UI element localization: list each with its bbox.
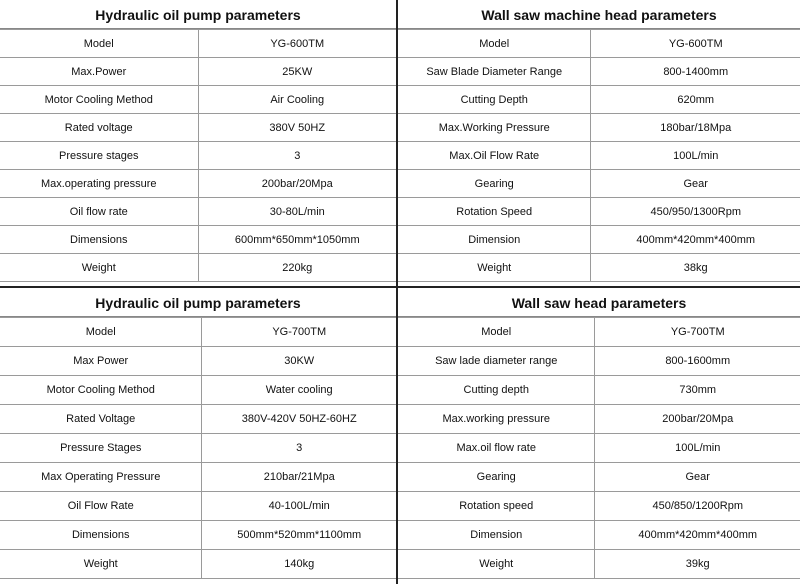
param-value-cell: 380V-420V 50HZ-60HZ [202, 405, 396, 434]
param-name-cell: Pressure stages [0, 142, 198, 170]
spec-rows [398, 30, 800, 282]
param-name-cell: Weight [398, 550, 595, 579]
table-row [0, 226, 396, 254]
param-value-cell: 140kg [202, 550, 396, 579]
table-row [0, 58, 396, 86]
vertical-divider [396, 0, 398, 584]
param-value-cell: 200bar/20Mpa [595, 405, 800, 434]
param-value-cell: 450/950/1300Rpm [591, 198, 800, 226]
param-value-cell: 38kg [591, 254, 800, 282]
table-row [398, 170, 800, 198]
param-name-cell: Pressure Stages [0, 434, 202, 463]
table-row [398, 521, 800, 550]
table-row [0, 347, 396, 376]
table-row [398, 30, 800, 58]
param-value-cell: 400mm*420mm*400mm [595, 521, 800, 550]
table-row [398, 347, 800, 376]
table-row [0, 254, 396, 282]
table-row [398, 405, 800, 434]
param-name-cell: Saw lade diameter range [398, 347, 595, 376]
table-row [0, 463, 396, 492]
table-row [398, 434, 800, 463]
param-name-cell: Model [398, 30, 591, 58]
param-name-cell: Weight [398, 254, 591, 282]
param-name-cell: Max.Oil Flow Rate [398, 142, 591, 170]
panel-title: Wall saw head parameters [398, 288, 800, 317]
param-value-cell: 40-100L/min [202, 492, 396, 521]
param-name-cell: Dimensions [0, 521, 202, 550]
param-value-cell: 30-80L/min [198, 198, 396, 226]
param-name-cell: Rated Voltage [0, 405, 202, 434]
param-name-cell: Rotation speed [398, 492, 595, 521]
spec-table [0, 317, 396, 579]
param-value-cell: 3 [198, 142, 396, 170]
param-value-cell: 800-1600mm [595, 347, 800, 376]
table-row [0, 405, 396, 434]
table-row [0, 30, 396, 58]
horizontal-divider [0, 286, 800, 288]
table-row [398, 58, 800, 86]
param-value-cell: YG-700TM [202, 318, 396, 347]
table-row [0, 521, 396, 550]
param-value-cell: 450/850/1200Rpm [595, 492, 800, 521]
spec-rows [0, 318, 396, 579]
table-row [0, 86, 396, 114]
param-name-cell: Motor Cooling Method [0, 86, 198, 114]
param-name-cell: Model [0, 318, 202, 347]
param-name-cell: Max.Power [0, 58, 198, 86]
panel-title: Hydraulic oil pump parameters [0, 288, 396, 317]
param-value-cell: Gear [591, 170, 800, 198]
table-row [398, 142, 800, 170]
table-row [0, 170, 396, 198]
table-row [398, 463, 800, 492]
param-name-cell: Cutting Depth [398, 86, 591, 114]
spec-rows [0, 30, 396, 282]
param-value-cell: 100L/min [595, 434, 800, 463]
param-name-cell: Rotation Speed [398, 198, 591, 226]
param-value-cell: YG-600TM [198, 30, 396, 58]
param-value-cell: 800-1400mm [591, 58, 800, 86]
param-value-cell: 730mm [595, 376, 800, 405]
param-value-cell: YG-700TM [595, 318, 800, 347]
param-name-cell: Model [398, 318, 595, 347]
param-value-cell: 600mm*650mm*1050mm [198, 226, 396, 254]
param-value-cell: 220kg [198, 254, 396, 282]
spec-rows [398, 318, 800, 579]
param-name-cell: Oil Flow Rate [0, 492, 202, 521]
param-value-cell: 100L/min [591, 142, 800, 170]
table-row [398, 254, 800, 282]
table-row [398, 226, 800, 254]
param-name-cell: Dimension [398, 226, 591, 254]
param-value-cell: 210bar/21Mpa [202, 463, 396, 492]
param-value-cell: 500mm*520mm*1100mm [202, 521, 396, 550]
param-value-cell: 180bar/18Mpa [591, 114, 800, 142]
param-name-cell: Saw Blade Diameter Range [398, 58, 591, 86]
spec-table [0, 29, 396, 282]
panel-pump-600 [0, 0, 396, 286]
param-name-cell: Dimensions [0, 226, 198, 254]
param-value-cell: 25KW [198, 58, 396, 86]
panel-head-600 [398, 0, 800, 286]
param-name-cell: Dimension [398, 521, 595, 550]
table-row [398, 376, 800, 405]
param-name-cell: Max.oil flow rate [398, 434, 595, 463]
param-value-cell: 39kg [595, 550, 800, 579]
table-row [0, 114, 396, 142]
param-name-cell: Gearing [398, 170, 591, 198]
table-row [0, 550, 396, 579]
param-name-cell: Cutting depth [398, 376, 595, 405]
table-row [0, 142, 396, 170]
spec-table [398, 317, 800, 579]
table-row [0, 434, 396, 463]
param-name-cell: Rated voltage [0, 114, 198, 142]
param-name-cell: Oil flow rate [0, 198, 198, 226]
param-value-cell: 400mm*420mm*400mm [591, 226, 800, 254]
param-value-cell: 30KW [202, 347, 396, 376]
param-name-cell: Max.working pressure [398, 405, 595, 434]
param-name-cell: Weight [0, 550, 202, 579]
panel-title: Hydraulic oil pump parameters [0, 0, 396, 29]
panel-title: Wall saw machine head parameters [398, 0, 800, 29]
param-name-cell: Max.Working Pressure [398, 114, 591, 142]
table-row [398, 86, 800, 114]
param-name-cell: Max Operating Pressure [0, 463, 202, 492]
spec-table [398, 29, 800, 282]
table-row [0, 376, 396, 405]
param-name-cell: Weight [0, 254, 198, 282]
param-name-cell: Motor Cooling Method [0, 376, 202, 405]
param-value-cell: 620mm [591, 86, 800, 114]
param-name-cell: Model [0, 30, 198, 58]
panel-pump-700 [0, 288, 396, 584]
table-row [398, 114, 800, 142]
param-value-cell: 380V 50HZ [198, 114, 396, 142]
param-value-cell: Gear [595, 463, 800, 492]
param-value-cell: 3 [202, 434, 396, 463]
table-row [0, 198, 396, 226]
table-row [0, 318, 396, 347]
param-value-cell: YG-600TM [591, 30, 800, 58]
table-row [398, 318, 800, 347]
param-value-cell: Water cooling [202, 376, 396, 405]
param-name-cell: Max Power [0, 347, 202, 376]
param-name-cell: Max.operating pressure [0, 170, 198, 198]
param-value-cell: 200bar/20Mpa [198, 170, 396, 198]
table-row [398, 550, 800, 579]
table-row [0, 492, 396, 521]
table-row [398, 492, 800, 521]
param-name-cell: Gearing [398, 463, 595, 492]
param-value-cell: Air Cooling [198, 86, 396, 114]
table-row [398, 198, 800, 226]
panel-head-700 [398, 288, 800, 584]
